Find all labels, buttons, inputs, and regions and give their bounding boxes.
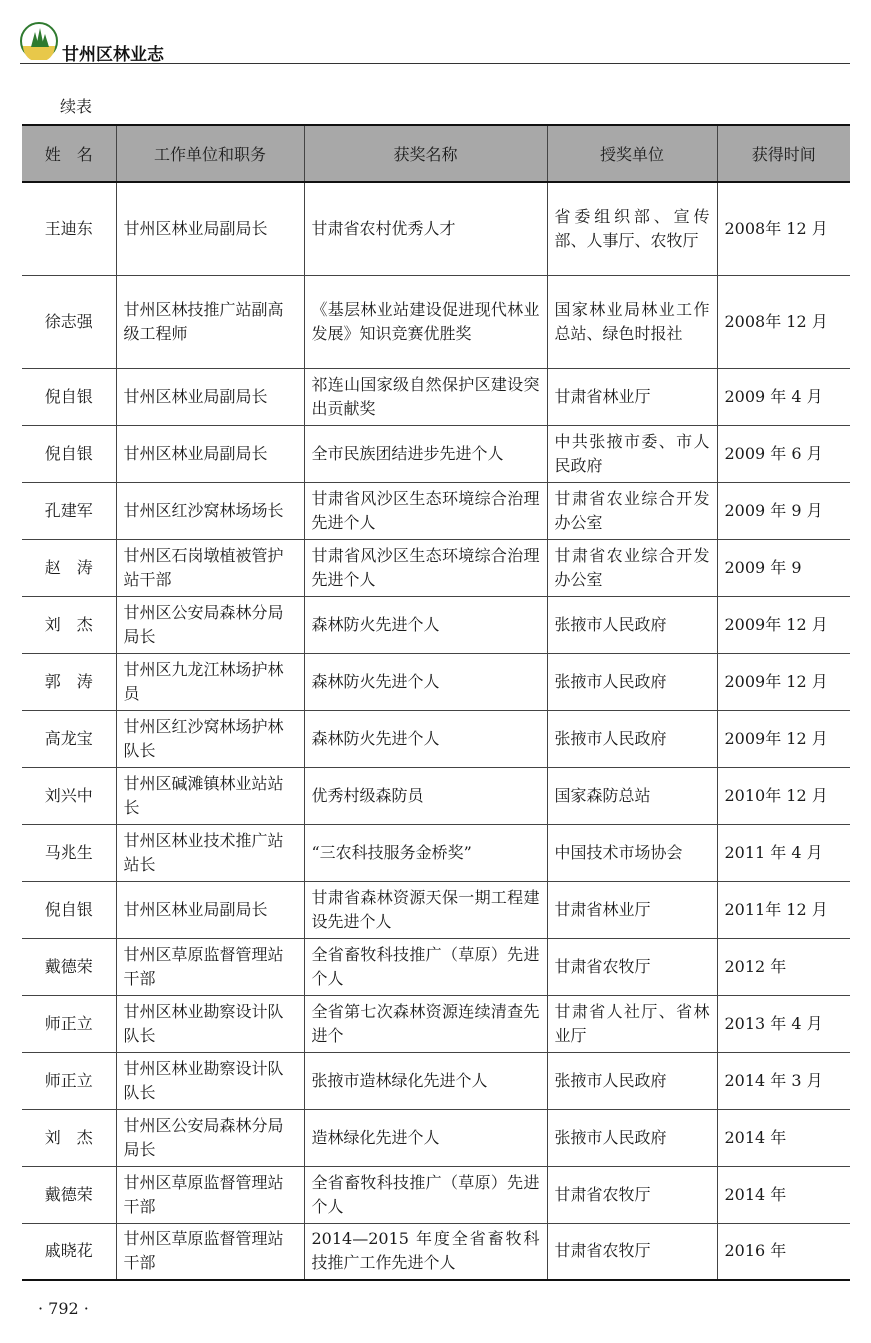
cell-award: 2014—2015 年度全省畜牧科技推广工作先进个人 (304, 1223, 547, 1280)
cell-date: 2016 年 (717, 1223, 850, 1280)
cell-name: 郭 涛 (22, 653, 116, 710)
cell-date: 2009年 12 月 (717, 653, 850, 710)
table-row (22, 182, 850, 275)
cell-award: “三农科技服务金桥奖” (304, 824, 547, 881)
table-row (22, 1109, 850, 1166)
cell-grantor: 中共张掖市委、市人民政府 (547, 425, 717, 482)
cell-unit: 甘州区林技推广站副高级工程师 (116, 275, 304, 368)
cell-name: 倪自银 (22, 368, 116, 425)
cell-date: 2008年 12 月 (717, 182, 850, 275)
cell-date: 2010年 12 月 (717, 767, 850, 824)
cell-award: 全省畜牧科技推广（草原）先进个人 (304, 1166, 547, 1223)
table-row (22, 368, 850, 425)
cell-name: 倪自银 (22, 425, 116, 482)
cell-unit: 甘州区草原监督管理站干部 (116, 1223, 304, 1280)
cell-date: 2014 年 (717, 1166, 850, 1223)
cell-date: 2014 年 3 月 (717, 1052, 850, 1109)
table-row (22, 938, 850, 995)
cell-unit: 甘州区红沙窝林场护林队长 (116, 710, 304, 767)
cell-date: 2012 年 (717, 938, 850, 995)
table-row (22, 767, 850, 824)
cell-unit: 甘州区草原监督管理站干部 (116, 938, 304, 995)
cell-grantor: 甘肃省农业综合开发办公室 (547, 539, 717, 596)
cell-date: 2009 年 6 月 (717, 425, 850, 482)
cell-award: 全省第七次森林资源连续清查先进个 (304, 995, 547, 1052)
cell-name: 孔建军 (22, 482, 116, 539)
continuation-label: 续表 (60, 97, 93, 116)
cell-grantor: 甘肃省人社厅、省林业厅 (547, 995, 717, 1052)
table-row (22, 275, 850, 368)
cell-name: 戴德荣 (22, 1166, 116, 1223)
cell-name: 高龙宝 (22, 710, 116, 767)
cell-grantor: 省委组织部、宣传部、人事厅、农牧厅 (547, 182, 717, 275)
column-header-unit: 工作单位和职务 (116, 125, 304, 182)
cell-grantor: 甘肃省林业厅 (547, 368, 717, 425)
book-title: 甘州区林业志 (62, 45, 164, 65)
cell-unit: 甘州区公安局森林分局局长 (116, 596, 304, 653)
table-row (22, 1052, 850, 1109)
cell-date: 2014 年 (717, 1109, 850, 1166)
cell-award: 甘肃省农村优秀人才 (304, 182, 547, 275)
cell-date: 2009年 12 月 (717, 596, 850, 653)
cell-unit: 甘州区碱滩镇林业站站长 (116, 767, 304, 824)
cell-unit: 甘州区林业局副局长 (116, 881, 304, 938)
table-row (22, 1166, 850, 1223)
cell-unit: 甘州区红沙窝林场场长 (116, 482, 304, 539)
cell-name: 师正立 (22, 1052, 116, 1109)
cell-name: 倪自银 (22, 881, 116, 938)
cell-name: 刘 杰 (22, 1109, 116, 1166)
table-row (22, 425, 850, 482)
table-row (22, 881, 850, 938)
cell-grantor: 张掖市人民政府 (547, 653, 717, 710)
page-header (0, 0, 871, 66)
cell-unit: 甘州区林业技术推广站站长 (116, 824, 304, 881)
table-row (22, 653, 850, 710)
cell-award: 张掖市造林绿化先进个人 (304, 1052, 547, 1109)
cell-award: 祁连山国家级自然保护区建设突出贡献奖 (304, 368, 547, 425)
cell-date: 2009 年 9 (717, 539, 850, 596)
table-row (22, 482, 850, 539)
cell-award: 森林防火先进个人 (304, 653, 547, 710)
cell-unit: 甘州区公安局森林分局局长 (116, 1109, 304, 1166)
cell-date: 2011 年 4 月 (717, 824, 850, 881)
table-body (22, 182, 850, 1280)
cell-award: 造林绿化先进个人 (304, 1109, 547, 1166)
column-header-name: 姓 名 (22, 125, 116, 182)
cell-name: 赵 涛 (22, 539, 116, 596)
column-header-date: 获得时间 (717, 125, 850, 182)
cell-grantor: 张掖市人民政府 (547, 710, 717, 767)
cell-grantor: 甘肃省农业综合开发办公室 (547, 482, 717, 539)
cell-unit: 甘州区林业勘察设计队队长 (116, 995, 304, 1052)
table-row (22, 995, 850, 1052)
cell-award: 甘肃省风沙区生态环境综合治理先进个人 (304, 539, 547, 596)
cell-date: 2009年 12 月 (717, 710, 850, 767)
column-header-grantor: 授奖单位 (547, 125, 717, 182)
cell-grantor: 甘肃省林业厅 (547, 881, 717, 938)
cell-grantor: 张掖市人民政府 (547, 1109, 717, 1166)
cell-award: 森林防火先进个人 (304, 710, 547, 767)
cell-grantor: 甘肃省农牧厅 (547, 1166, 717, 1223)
cell-name: 戚晓花 (22, 1223, 116, 1280)
cell-unit: 甘州区林业局副局长 (116, 182, 304, 275)
cell-award: 《基层林业站建设促进现代林业发展》知识竞赛优胜奖 (304, 275, 547, 368)
cell-date: 2009 年 9 月 (717, 482, 850, 539)
table-row (22, 710, 850, 767)
cell-award: 全市民族团结进步先进个人 (304, 425, 547, 482)
cell-name: 师正立 (22, 995, 116, 1052)
cell-grantor: 中国技术市场协会 (547, 824, 717, 881)
cell-grantor: 张掖市人民政府 (547, 596, 717, 653)
cell-name: 徐志强 (22, 275, 116, 368)
awards-table (22, 124, 850, 1281)
cell-award: 优秀村级森防员 (304, 767, 547, 824)
cell-unit: 甘州区草原监督管理站干部 (116, 1166, 304, 1223)
cell-name: 马兆生 (22, 824, 116, 881)
cell-award: 甘肃省风沙区生态环境综合治理先进个人 (304, 482, 547, 539)
cell-grantor: 国家林业局林业工作总站、绿色时报社 (547, 275, 717, 368)
cell-unit: 甘州区林业局副局长 (116, 368, 304, 425)
table-row (22, 539, 850, 596)
table-row (22, 1223, 850, 1280)
cell-unit: 甘州区九龙江林场护林员 (116, 653, 304, 710)
cell-unit: 甘州区林业局副局长 (116, 425, 304, 482)
cell-grantor: 甘肃省农牧厅 (547, 1223, 717, 1280)
cell-name: 王迪东 (44, 218, 93, 238)
cell-date: 2013 年 4 月 (717, 995, 850, 1052)
cell-grantor: 国家森防总站 (547, 767, 717, 824)
cell-grantor: 甘肃省农牧厅 (547, 938, 717, 995)
cell-date: 2011年 12 月 (717, 881, 850, 938)
cell-grantor: 张掖市人民政府 (547, 1052, 717, 1109)
cell-unit: 甘州区林业勘察设计队队长 (116, 1052, 304, 1109)
cell-award: 全省畜牧科技推广（草原）先进个人 (304, 938, 547, 995)
table-row (22, 824, 850, 881)
column-header-award: 获奖名称 (304, 125, 547, 182)
header-divider (20, 63, 850, 64)
cell-award: 森林防火先进个人 (304, 596, 547, 653)
cell-date: 2009 年 4 月 (717, 368, 850, 425)
cell-name: 戴德荣 (22, 938, 116, 995)
table-header-row (22, 125, 850, 182)
page-number: · 792 · (38, 1299, 89, 1318)
cell-unit: 甘州区石岗墩植被管护站干部 (116, 539, 304, 596)
forest-trees-logo-icon (20, 22, 58, 60)
cell-date: 2008年 12 月 (717, 275, 850, 368)
cell-name: 刘兴中 (22, 767, 116, 824)
table-row (22, 596, 850, 653)
cell-award: 甘肃省森林资源天保一期工程建设先进个人 (304, 881, 547, 938)
cell-name: 刘 杰 (22, 596, 116, 653)
